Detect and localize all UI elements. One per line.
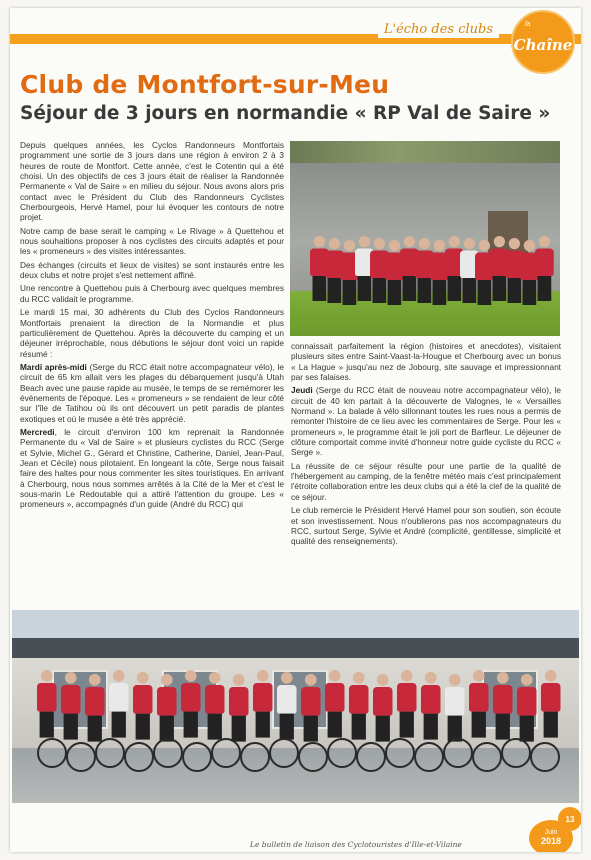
- paragraph-text: Une rencontre à Quettehou puis à Cherbourg avec quelques membres du RCC validait le programme.: [20, 283, 284, 304]
- bicycle-wheel: [501, 738, 531, 768]
- article-paragraph: [291, 505, 561, 546]
- paragraph-text: Des échanges (circuits et lieux de visites) se sont instaurés entre les deux clubs et notre projet s'est nettement affiné.: [20, 259, 284, 281]
- paragraph-text: , le circuit d'environ 100 km reprenait la Randonnée Permanente du « Val de Saire » et plusieurs cyclistes du RCC (Serge et Sylvie, Michel G., Gérard et Christine, Catherine, Daniel, Jean-Paul, Jean et Cécile) nous pilotaient. En longeant la côte, Serge nous faisait faire des haltes pour nous commenter les sites touristiques. En arrivant à Cherbourg, nous nous sommes arrêtés à la Cité de la Mer et c'est le sous-marin Le Redoutable qui a attiré l'attention du groupe. Les « promeneurs », accompagnés d'un guide (André du RCC) qui: [20, 426, 284, 510]
- badge-main-text: Chaîne: [513, 36, 573, 54]
- issue-year: 2018: [540, 836, 562, 846]
- paragraph-lead: Jeudi: [291, 385, 313, 396]
- paragraph-text: Notre camp de base serait le camping « Le Rivage » à Quettehou et nous souhaitions proposer à nos cyclistes des circuits adaptés et pour les « promeneurs » des visites intéressantes.: [20, 225, 284, 257]
- footer-tagline: Le bulletin de liaison des Cyclotouristes d'Ille-et-Vilaine: [250, 840, 462, 849]
- paragraph-text: Le mardi 15 mai, 30 adhérents du Club des Cyclos Randonneurs Montfortais prenaient la direction de la Normandie et plus particulièrement de Quettehou. Après la découverte du camping et un déjeuner irréprochable, nous débutions le séjour dont voici un rapide résumé :: [20, 307, 284, 359]
- paragraph-text: (Serge du RCC était de nouveau notre accompagnateur vélo), le circuit de 40 km partait à la découverte de Valognes, le « Versailles Normand ». La balade à vélo sillonnant toutes les rues nous a permis de remonter l'histoire de ce lieu avec les commentaires de Serge. Pour les « promeneurs », le programme était le joli port de Barfleur. Le déjeuner de clôture comportait comme invité d'honneur notre guide cycliste du RCC « Serge ».: [291, 385, 561, 458]
- issue-date-badge: [529, 820, 573, 852]
- article-right-column: [291, 341, 561, 550]
- article-paragraph: [20, 260, 284, 281]
- paragraph-text: Depuis quelques années, les Cyclos Randonneurs Montfortais programment une sortie de 3 jours dans une région à environ 2 à 3 heures de route de Montfort. Cette année, c'est le Cotentin qui a été choisi. Un des objectifs de ces 3 jours était de réaliser la Randonnée Permanente « Val de Saire » en milieu du séjour. Nous avons alors pris contact avec le Président du Club des Randonneurs Cyclistes Cherbourgeois, Hervé Hamel, pour lui évoquer les contours de notre projet.: [20, 140, 284, 223]
- group-photo-cyclists: [12, 610, 579, 803]
- paragraph-lead: Mercredi: [20, 426, 55, 437]
- bicycle-wheel: [124, 742, 154, 772]
- bicycle-wheel: [443, 738, 473, 768]
- article-paragraph: [20, 283, 284, 304]
- bicycle-wheel: [530, 742, 560, 772]
- paragraph-text: La réussite de ce séjour résulte pour une partie de la qualité de l'hébergement au camping, de la fenêtre météo mais c'est principalement l'étroite collaboration entre les deux clubs qui a été la clef de la qualité de ce séjour.: [291, 460, 561, 502]
- bicycle-wheel: [211, 738, 241, 768]
- section-label: L'écho des clubs: [378, 22, 499, 38]
- chaine-logo-badge: [511, 10, 575, 74]
- page-number: 13: [558, 807, 581, 831]
- bicycle-wheel: [298, 742, 328, 772]
- article-title: Club de Montfort-sur-Meu: [20, 70, 390, 99]
- article-paragraph: [291, 341, 561, 382]
- bicycle-wheel: [414, 742, 444, 772]
- badge-sup-text: la: [525, 21, 531, 28]
- article-paragraph: [291, 385, 561, 457]
- bicycle-wheel: [182, 742, 212, 772]
- bicycle-wheel: [269, 738, 299, 768]
- article-left-column: [20, 140, 284, 513]
- bicycle-wheel: [385, 738, 415, 768]
- paragraph-lead: Mardi après-midi: [20, 361, 87, 372]
- paragraph-text: connaissait parfaitement la région (histoires et anecdotes), visitaient plusieurs sites entre Saint-Vaast-la-Hougue et Cherbourg avec un bonus « La Hague » jusqu'au nez de Jobourg, site sauvage et impressionnant par ses falaises.: [291, 341, 561, 383]
- article-paragraph: [20, 226, 284, 257]
- photo-trees: [290, 141, 560, 165]
- paragraph-text: Le club remercie le Président Hervé Hamel pour son soutien, son écoute et son investissement. Nous n'oublierons pas nos accompagnateurs du RCC, surtout Serge, Sylvie et André (complicité, gentillesse, simplicité et qualité des renseignements).: [291, 505, 561, 547]
- bicycle-wheel: [153, 738, 183, 768]
- bicycle-wheel: [66, 742, 96, 772]
- paragraph-text: (Serge du RCC était notre accompagnateur vélo), le circuit de 65 km allait vers les plages du débarquement jusqu'à Utah Beach avec une pause rapide au musée, le temps de se remémorer les évènements de l'époque. Les « promeneurs » se rendaient de leur côté sur l'île de Tatihou où ils ont découvert un petit paradis de plantes exotiques et où le musée a été très apprécié.: [20, 361, 284, 424]
- bicycle-wheel: [37, 738, 67, 768]
- article-paragraph: [20, 427, 284, 510]
- bicycle-wheel: [240, 742, 270, 772]
- bicycle-wheel: [356, 742, 386, 772]
- article-paragraph: [20, 140, 284, 223]
- bicycle-wheel: [327, 738, 357, 768]
- photo-roof: [12, 638, 579, 658]
- article-subtitle: Séjour de 3 jours en normandie « RP Val de Saire »: [20, 103, 551, 124]
- photo-sky: [12, 610, 579, 640]
- article-paragraph: [291, 461, 561, 502]
- bicycle-wheel: [472, 742, 502, 772]
- group-photo-camp: [290, 141, 560, 336]
- bicycle-wheel: [95, 738, 125, 768]
- article-paragraph: [20, 362, 284, 424]
- magazine-page: [10, 8, 581, 852]
- issue-month: Juin: [544, 829, 558, 836]
- article-paragraph: [20, 307, 284, 359]
